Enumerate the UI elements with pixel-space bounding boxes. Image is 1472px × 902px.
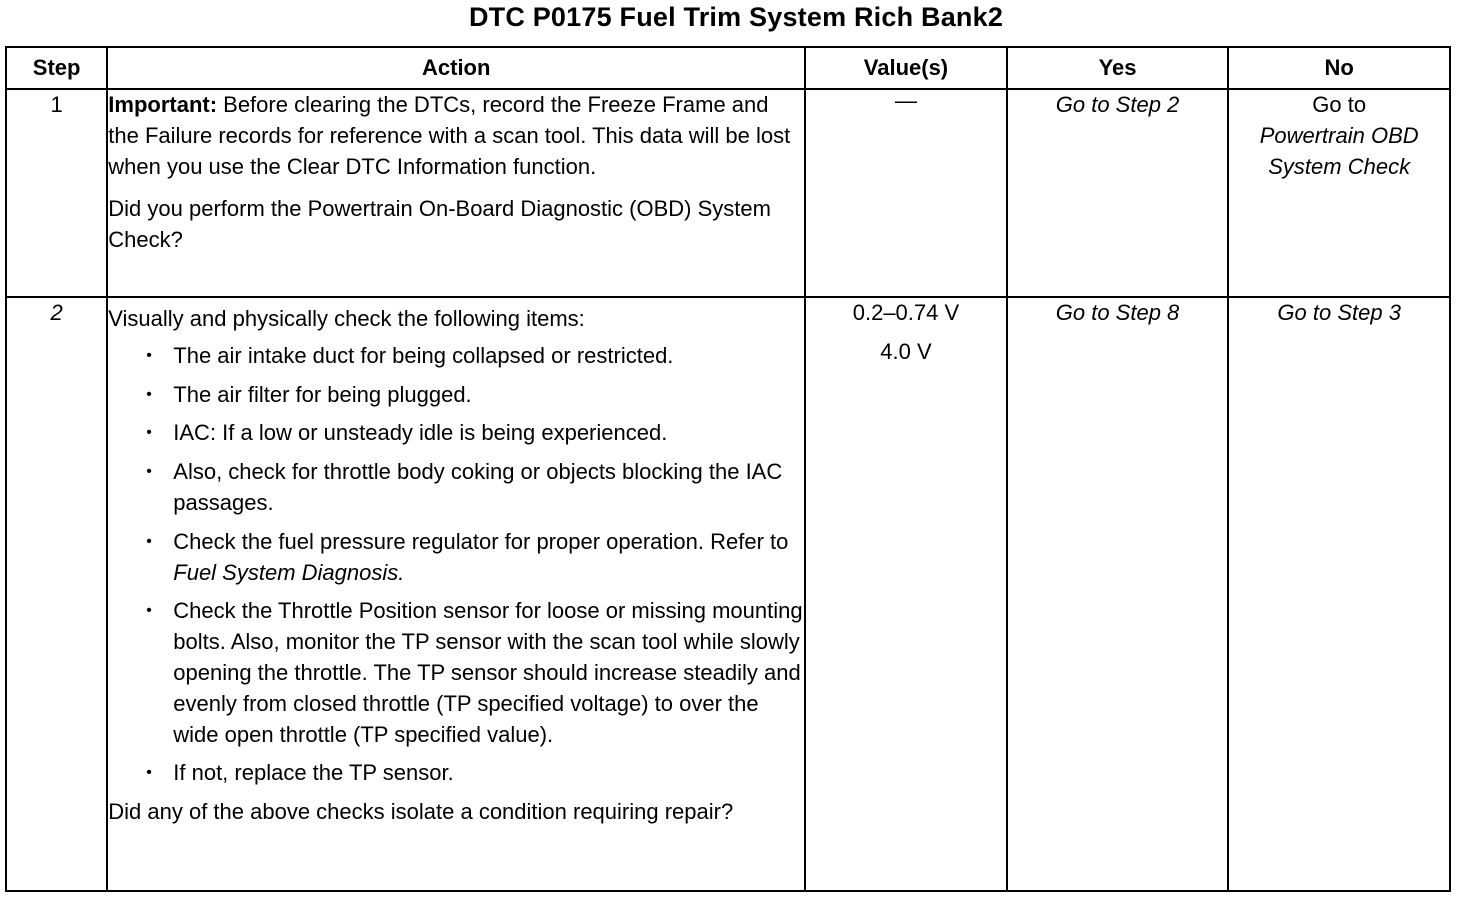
page-title: DTC P0175 Fuel Trim System Rich Bank2 <box>468 2 1004 32</box>
list-item: • The air filter for being plugged. <box>108 380 804 411</box>
lead-text: Visually and physically check the following items: <box>108 306 585 331</box>
no-cell <box>1228 297 1450 891</box>
values-cell <box>805 89 1007 297</box>
action-cell <box>107 297 805 891</box>
list-item: • The air intake duct for being collapsed or restricted. <box>108 341 804 372</box>
value-voltage-range: 0.2–0.74 V <box>852 300 960 325</box>
no-link[interactable]: Go to Step 3 <box>1277 300 1401 325</box>
check-list <box>108 341 804 789</box>
value-dash: — <box>894 88 917 113</box>
step-number: 2 <box>6 297 107 891</box>
header-no: No <box>1228 47 1450 89</box>
bullet-icon: • <box>146 346 152 364</box>
bullet-icon: • <box>146 532 152 550</box>
list-item: • IAC: If a low or unsteady idle is being experienced. <box>108 418 804 449</box>
no-prefix: Go to <box>1312 92 1367 117</box>
header-values: Value(s) <box>805 47 1007 89</box>
value-voltage: 4.0 V <box>880 338 932 364</box>
values-cell <box>805 297 1007 891</box>
header-row <box>6 47 1450 89</box>
important-text: Before clearing the DTCs, record the Freeze Frame and the Failure records for reference with a scan tool. This data will be lost when you use the Clear DTC Information function. <box>108 92 791 179</box>
diagnostic-table <box>5 46 1451 892</box>
action-cell <box>107 89 805 297</box>
table-row <box>6 89 1450 297</box>
bullet-icon: • <box>146 602 152 620</box>
no-cell <box>1228 89 1450 297</box>
header-step: Step <box>6 47 107 89</box>
table-row <box>6 297 1450 891</box>
header-yes: Yes <box>1007 47 1229 89</box>
list-item: • Check the Throttle Position sensor for loose or missing mounting bolts. Also, monitor the TP sensor with the scan tool while slowly opening the throttle. The TP sensor should increase steadily and evenly from closed throttle (TP specified voltage) to over the wide open throttle (TP specified value). <box>146 598 803 747</box>
yes-link[interactable]: Go to Step 8 <box>1055 300 1180 325</box>
question: Did any of the above checks isolate a condition requiring repair? <box>108 799 734 825</box>
bullet-icon: • <box>146 385 152 403</box>
bullet-icon: • <box>146 424 152 442</box>
step-number: 1 <box>6 89 107 297</box>
yes-cell <box>1007 297 1229 891</box>
yes-cell <box>1007 89 1229 297</box>
header-action: Action <box>107 47 805 89</box>
list-item: • Also, check for throttle body coking or objects blocking the IAC passages. <box>146 459 783 515</box>
list-item: • If not, replace the TP sensor. <box>108 758 804 789</box>
question: Did you perform the Powertrain On-Board Diagnostic (OBD) System Check? <box>108 196 771 253</box>
fuel-system-diagnosis-link[interactable]: Fuel System Diagnosis. <box>173 559 405 585</box>
important-note <box>108 90 804 182</box>
important-label: Important: <box>108 92 218 117</box>
no-link[interactable]: Powertrain OBD System Check <box>1259 122 1419 179</box>
bullet-icon: • <box>146 463 152 481</box>
yes-link[interactable]: Go to Step 2 <box>1055 92 1180 117</box>
list-item: • Check the fuel pressure regulator for proper operation. Refer to Fuel System Diagnosis. <box>146 528 789 585</box>
bullet-icon: • <box>146 764 152 782</box>
